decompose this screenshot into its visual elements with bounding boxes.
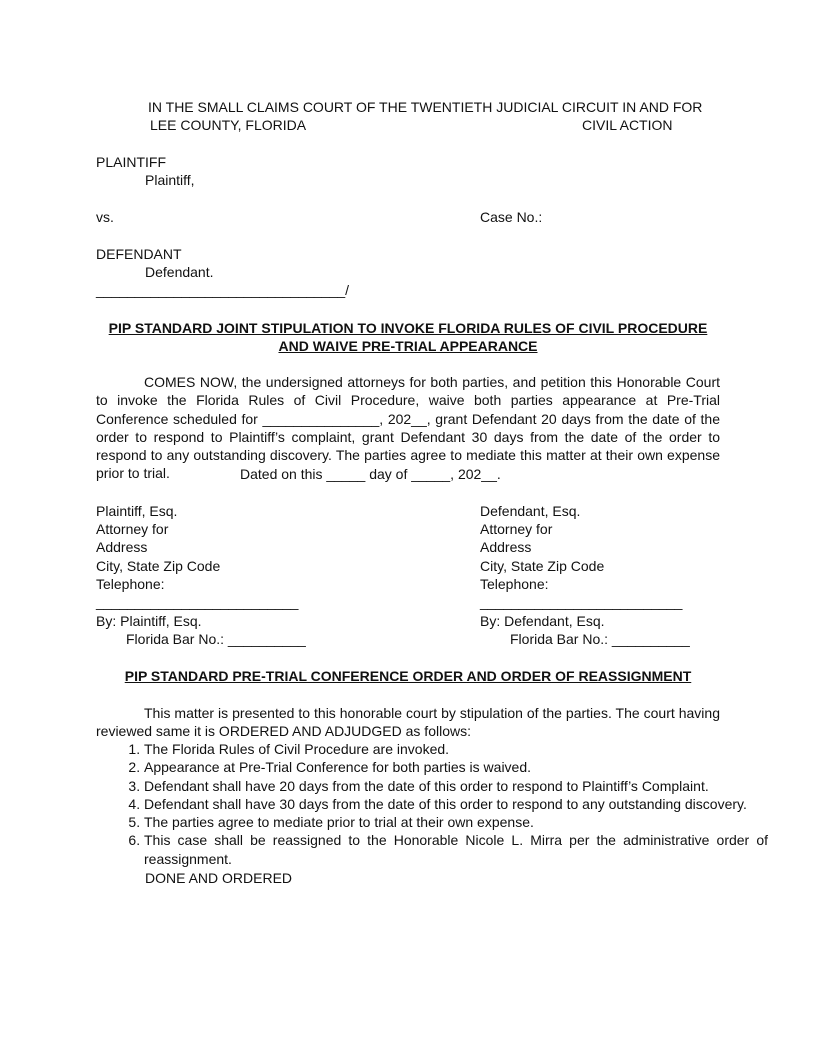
order-item: 3. Defendant shall have 20 days from the date of this order to respond to Plaintiff’s Complaint. [144,777,768,795]
order-item: 1. The Florida Rules of Civil Procedure are invoked. [144,740,768,758]
defendant-by-line: By: Defendant, Esq. [480,613,605,629]
plaintiff-attorney-address: Address [96,539,148,555]
versus-label: vs. [96,209,114,225]
order-intro: This matter is presented to this honorable court by stipulation of the parties. The court having reviewed same it is ORDERED AND ADJUDGED as follows: [96,705,720,740]
order-title: PIP STANDARD PRE-TRIAL CONFERENCE ORDER AND ORDER OF REASSIGNMENT [124,668,692,684]
plaintiff-attorney-name: Plaintiff, Esq. [96,503,178,519]
order-item: 2. Appearance at Pre-Trial Conference for both parties is waived. [144,758,768,776]
plaintiff-attorney-city: City, State Zip Code [96,558,221,574]
order-item: 5. The parties agree to mediate prior to trial at their own expense. [144,813,768,831]
plaintiff-attorney-telephone: Telephone: [96,576,165,592]
plaintiff-bar-number: Florida Bar No.: __________ [126,631,306,647]
defendant-signature-line: __________________________ [480,594,683,610]
defendant-attorney-telephone: Telephone: [480,576,549,592]
defendant-role: Defendant. [145,264,214,280]
plaintiff-name: PLAINTIFF [96,154,167,170]
order-item: 6. This case shall be reassigned to the Honorable Nicole L. Mirra per the administrative order of reassignment. [144,831,768,868]
caption-signature-line: ________________________________/ [96,282,350,298]
civil-action-label: CIVIL ACTION [582,117,673,133]
defendant-name: DEFENDANT [96,246,182,262]
plaintiff-attorney-for: Attorney for [96,521,169,537]
defendant-bar-number: Florida Bar No.: __________ [510,631,690,647]
defendant-attorney-address: Address [480,539,532,555]
court-heading-line1: IN THE SMALL CLAIMS COURT OF THE TWENTIETH JUDICIAL CIRCUIT IN AND FOR [148,99,703,115]
order-list [96,740,768,868]
stipulation-title-line1: PIP STANDARD JOINT STIPULATION TO INVOKE FLORIDA RULES OF CIVIL PROCEDURE [108,320,708,336]
defendant-attorney-city: City, State Zip Code [480,558,605,574]
court-heading-line2: LEE COUNTY, FLORIDA [150,117,307,133]
done-and-ordered: DONE AND ORDERED [145,870,293,886]
defendant-attorney-name: Defendant, Esq. [480,503,581,519]
stipulation-body: COMES NOW, the undersigned attorneys for both parties, and petition this Honorable Court to invoke the Florida Rules of Civil Procedure, waive both parties appearance at Pre-Trial Conference scheduled for _______________, 202__, grant Defendant 20 days from the date of the order to respond to Plaintiff’s complaint, grant Defendant 30 days from the date of the order to respond to any outstanding discovery. The parties agree to mediate this matter at their own expense prior to trial. [96,374,720,482]
plaintiff-role: Plaintiff, [145,172,195,188]
plaintiff-by-line: By: Plaintiff, Esq. [96,613,202,629]
order-item: 4. Defendant shall have 30 days from the date of this order to respond to any outstanding discovery. [144,795,768,813]
case-number-label: Case No.: [480,209,543,225]
defendant-attorney-for: Attorney for [480,521,553,537]
stipulation-title-line2: AND WAIVE PRE-TRIAL APPEARANCE [278,338,538,354]
plaintiff-signature-line: __________________________ [96,594,299,610]
dated-line: Dated on this _____ day of _____, 202__. [240,466,501,482]
